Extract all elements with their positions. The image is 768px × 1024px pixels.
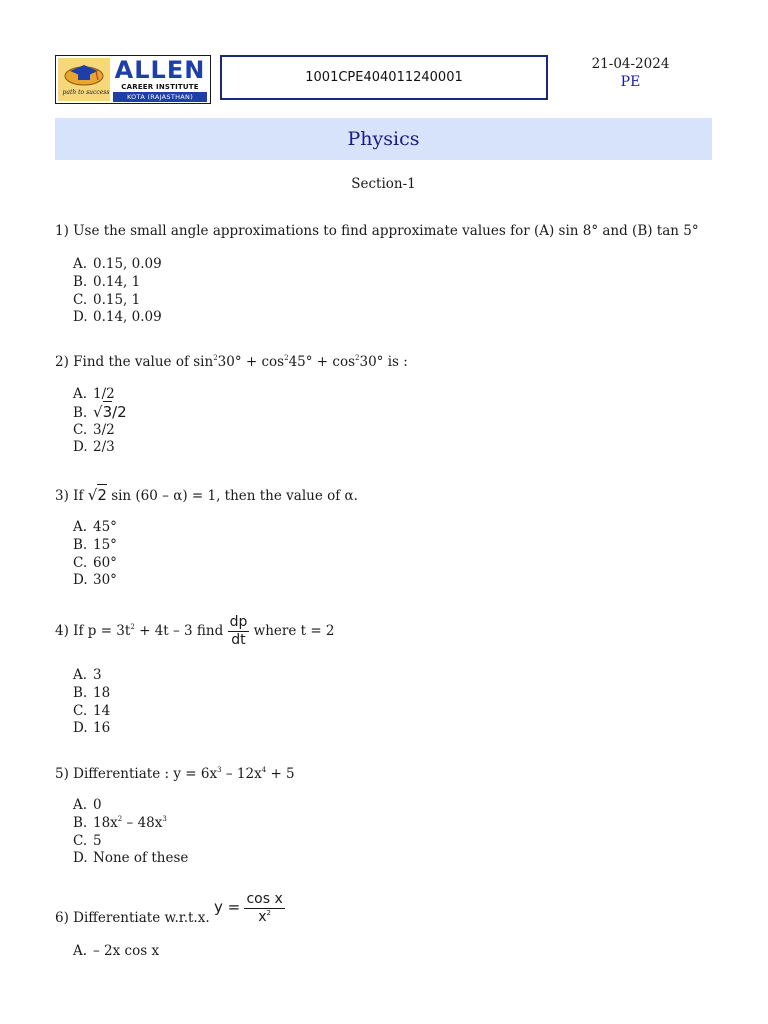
option-b[interactable]: B. 15° [73,536,117,553]
option-c[interactable]: C. 3/2 [73,421,115,438]
exam-tag: PE [620,74,641,90]
sqrt-expression: √3/2 [93,402,127,421]
question-5-options [73,797,188,868]
equation-fraction: $\frac{\text{cos x}}{x^2}$ [246,891,283,925]
question-4-options [73,667,110,738]
question-1-text: 1) Use the small angle approximations to find approximate values for (A) sin 8° and (B) tan 5° [55,223,699,239]
option-a[interactable]: A. 0.15, 0.09 [73,256,162,272]
option-c[interactable]: C. 60° [73,554,117,571]
question-2-options [73,386,127,457]
question-6-options [73,943,159,961]
graduation-cap-icon [62,62,106,88]
exam-date: 21-04-2024 [591,56,670,72]
option-d[interactable]: D. 16 [73,720,111,737]
option-d[interactable]: D. 2/3 [73,439,115,456]
question-2-text: 2) Find the value of $\sin^230^\circ + \cos^245^\circ + \cos^230^\circ$ is : [55,354,408,370]
question-4-text: 4) If $p = 3t^2 + 4t - 3$ find $\frac{dp}{dt}$ where t = 2 [55,614,335,648]
option-a[interactable]: A. – 2x cos x [73,943,160,959]
option-a[interactable]: A. 1/2 [73,386,115,402]
option-a[interactable]: A. 3 [73,667,102,683]
option-b[interactable]: B. 0.14, 1 [73,273,141,290]
logo-city: KOTA (RAJASTHAN) [113,92,207,102]
allen-logo [55,55,211,104]
option-d[interactable]: D. 30° [73,572,117,589]
question-5-text: 5) Differentiate : $y = 6x^3 - 12x^4 + 5$ [55,766,295,782]
question-3-text: 3) If √2 sin (60 – α) = 1, then the value of α. [55,486,358,504]
paper-code: 1001CPE404011240001 [305,70,463,85]
logo-subtitle: CAREER INSTITUTE [121,83,199,91]
question-3-options [73,519,117,590]
logo-tagline: path to success [62,89,110,96]
logo-emblem-panel [58,58,110,101]
logo-brand-text: ALLEN [114,56,206,84]
option-a[interactable]: A. 0 [73,797,102,813]
option-c[interactable]: C. 0.15, 1 [73,291,141,308]
derivative-fraction: $\frac{dp}{dt}$ [229,614,248,648]
question-6-text: 6) Differentiate w.r.t.x. y = $\frac{\text{cos x}}{x^2}$ [55,891,283,926]
subject-banner [55,118,712,160]
equation-lhs: y = [213,898,241,916]
option-d[interactable]: D. None of these [73,850,189,867]
subject-title: Physics [347,128,420,150]
option-b[interactable]: B. $18x^2 - 48x^3$ [73,814,167,831]
section-heading: Section-1 [351,176,416,192]
paper-code-box [220,55,548,100]
option-b[interactable]: B. 18 [73,684,111,701]
option-d[interactable]: D. 0.14, 0.09 [73,309,162,326]
option-b[interactable]: B. √3/2 [73,402,127,421]
option-a[interactable]: A. 45° [73,519,117,535]
sqrt-expression: √2 [87,486,107,504]
question-1-options [73,256,162,327]
option-c[interactable]: C. 5 [73,832,102,849]
option-c[interactable]: C. 14 [73,702,111,719]
